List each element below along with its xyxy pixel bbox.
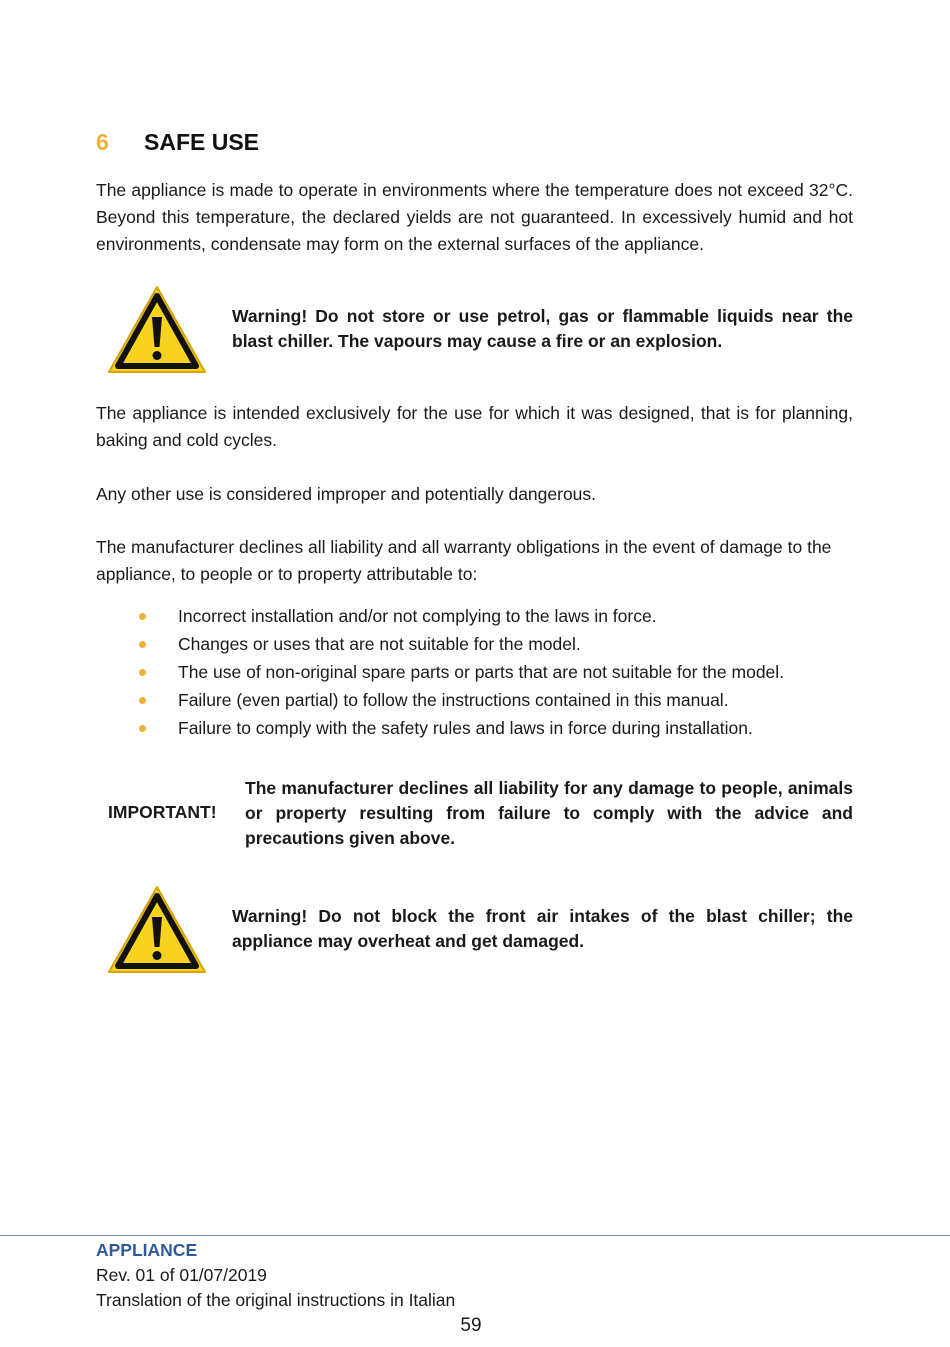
bullet-dot-icon (139, 725, 146, 732)
warning-text-air-intakes: Warning! Do not block the front air intakes of the blast chiller; the appliance may overheat and get damaged. (232, 906, 853, 951)
section-heading (96, 129, 259, 156)
footer-brand: APPLIANCE (96, 1240, 198, 1260)
list-item (136, 630, 784, 658)
footer-divider (0, 1235, 950, 1236)
bullet-dot-icon (139, 641, 146, 648)
bullet-dot-icon (139, 697, 146, 704)
intended-use-paragraph: The appliance is intended exclusively for the use for which it was designed, that is for planning, baking and cold cycles. (96, 403, 853, 450)
warning-text-flammable: Warning! Do not store or use petrol, gas or flammable liquids near the blast chiller. The vapours may cause a fire or an explosion. (232, 306, 853, 351)
list-item-text: Failure to comply with the safety rules and laws in force during installation. (178, 718, 753, 738)
list-item (136, 658, 784, 686)
section-number: 6 (96, 129, 109, 155)
warning-triangle-icon (107, 885, 207, 975)
important-text: The manufacturer declines all liability for any damage to people, animals or property resulting from failure to comply with the advice and precautions given above. (245, 778, 853, 848)
bullet-dot-icon (139, 669, 146, 676)
warning-block-air-intakes (107, 885, 853, 975)
footer (96, 1238, 455, 1313)
footer-revision: Rev. 01 of 01/07/2019 (96, 1265, 267, 1285)
list-item-text: Changes or uses that are not suitable for the model. (178, 634, 581, 654)
list-item (136, 714, 784, 742)
warning-block-flammable (107, 285, 853, 375)
section-title: SAFE USE (144, 129, 260, 155)
warning-triangle-icon (107, 285, 207, 375)
page-number: 59 (460, 1315, 482, 1336)
liability-list (136, 602, 784, 742)
liability-intro-paragraph: The manufacturer declines all liability and all warranty obligations in the event of damage to the appliance, to people or to property attributable to: (96, 537, 832, 584)
important-label: IMPORTANT! (108, 802, 217, 822)
bullet-dot-icon (139, 613, 146, 620)
list-item-text: Incorrect installation and/or not complying to the laws in force. (178, 606, 657, 626)
list-item-text: Failure (even partial) to follow the instructions contained in this manual. (178, 690, 729, 710)
footer-translation: Translation of the original instructions in Italian (96, 1290, 456, 1310)
list-item-text: The use of non-original spare parts or parts that are not suitable for the model. (178, 662, 785, 682)
list-item (136, 602, 784, 630)
intro-paragraph: The appliance is made to operate in environments where the temperature does not exceed 32°C. Beyond this temperature, the declared yields are not guaranteed. In excessively humid and hot environments, condensate may form on the external surfaces of the appliance. (96, 180, 853, 254)
list-item (136, 686, 784, 714)
other-use-paragraph: Any other use is considered improper and potentially dangerous. (96, 484, 597, 504)
